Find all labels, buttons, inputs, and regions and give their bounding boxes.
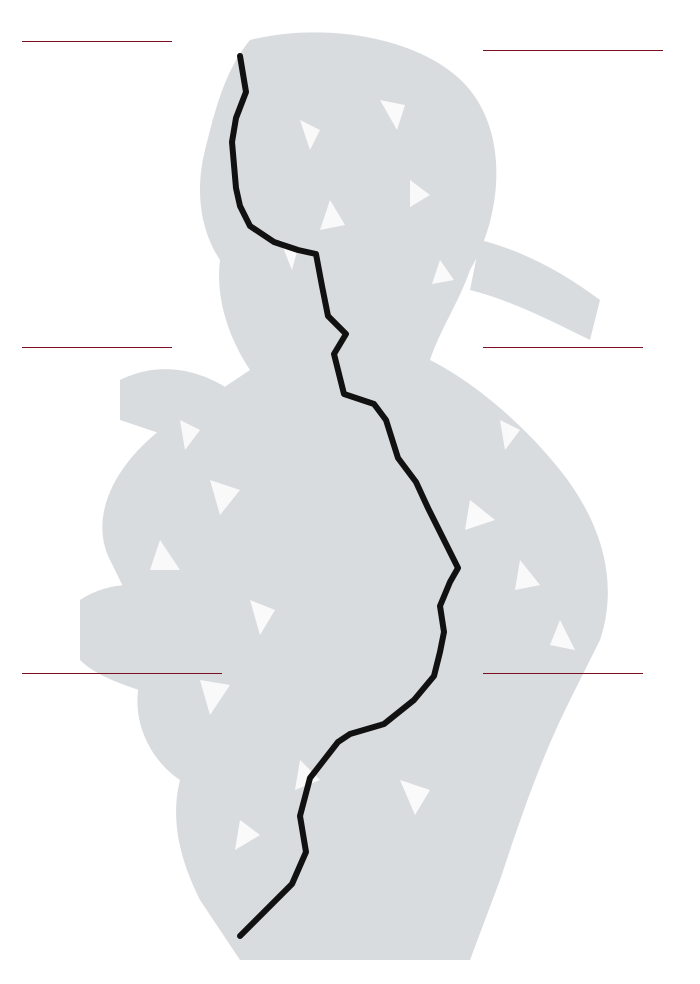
divider <box>483 347 643 348</box>
day1-panel <box>22 664 222 681</box>
day3-panel <box>22 338 172 355</box>
divider <box>483 673 643 674</box>
divider <box>22 347 172 348</box>
day6-panel <box>483 32 663 58</box>
day5-panel <box>22 32 172 49</box>
divider <box>483 50 663 51</box>
route-line <box>232 56 458 936</box>
day2-panel <box>483 664 643 681</box>
day4-panel <box>483 338 643 355</box>
divider <box>22 673 222 674</box>
divider <box>22 41 172 42</box>
